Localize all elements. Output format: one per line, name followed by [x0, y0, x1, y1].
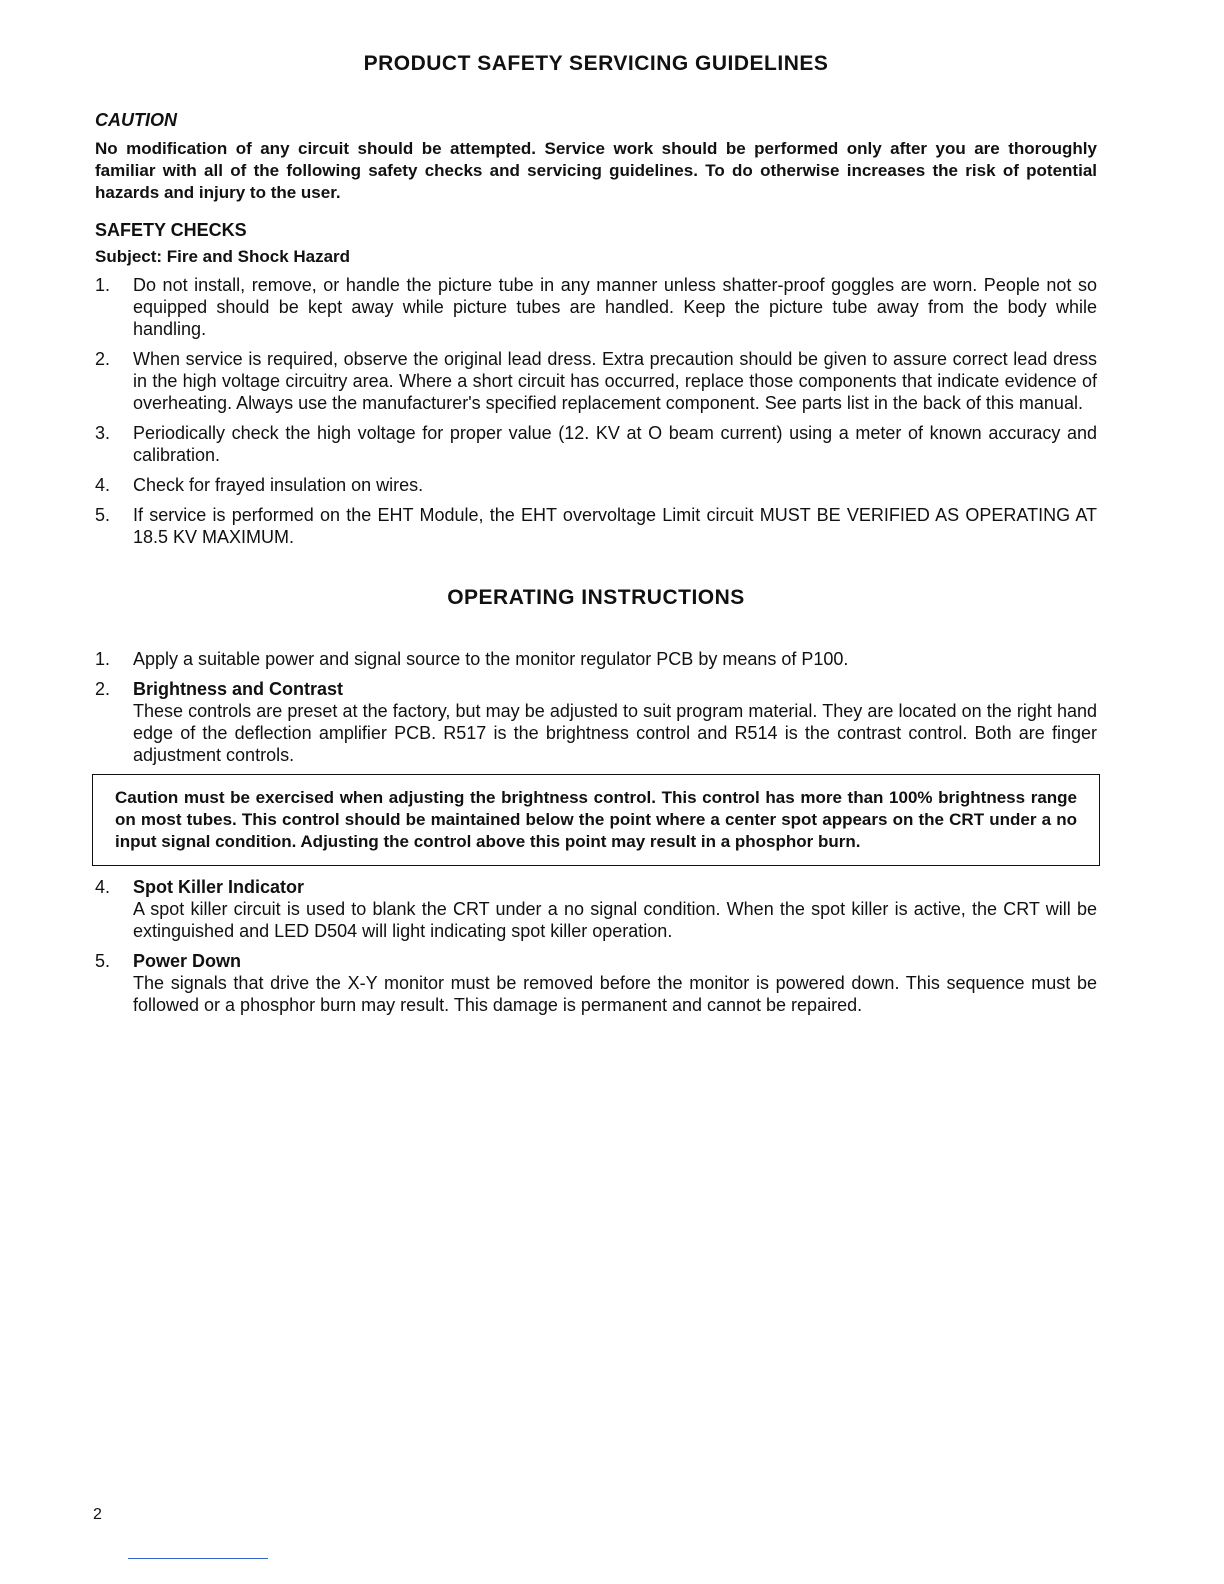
- operating-instructions-heading: OPERATING INSTRUCTIONS: [447, 586, 745, 609]
- safety-checks-list: [95, 274, 1097, 548]
- operating-list: [95, 648, 1097, 766]
- item-text: These controls are preset at the factory, but may be adjusted to suit program material. They are located on the right hand edge of the deflection amplifier PCB. R517 is the brightness control and R514 is the contrast control. Both are finger adjustment controls.: [133, 701, 1097, 765]
- item-text: Apply a suitable power and signal source to the monitor regulator PCB by means of P100.: [133, 649, 849, 669]
- item-text: The signals that drive the X-Y monitor must be removed before the monitor is powered down. This sequence must be followed or a phosphor burn may result. This damage is permanent and cannot be repaired.: [133, 973, 1097, 1015]
- item-number: 5.: [95, 951, 111, 971]
- footer-divider: [128, 1558, 268, 1559]
- item-text: When service is required, observe the original lead dress. Extra precaution should be given to assure correct lead dress in the high voltage circuitry area. Where a short circuit has occurred, replace those components that indicate evidence of overheating. Always use the manufacturer's specified replacement component. See parts list in the back of this manual.: [133, 349, 1097, 413]
- item-number: 4.: [95, 475, 111, 495]
- page-title: PRODUCT SAFETY SERVICING GUIDELINES: [363, 52, 829, 75]
- item-title: Spot Killer Indicator: [133, 877, 305, 897]
- item-text: Check for frayed insulation on wires.: [133, 475, 424, 495]
- caution-heading: CAUTION: [95, 110, 177, 130]
- item-text: If service is performed on the EHT Module, the EHT overvoltage Limit circuit MUST BE VERIFIED AS OPERATING AT 18.5 KV MAXIMUM.: [133, 505, 1097, 547]
- brightness-warning-box: Caution must be exercised when adjusting the brightness control. This control has more than 100% brightness range on most tubes. This control should be maintained below the point where a center spot appears on the CRT under a no input signal condition. Adjusting the control above this point may result in a phosphor burn.: [92, 774, 1100, 866]
- page-number: 2: [93, 1506, 102, 1523]
- list-item: [95, 950, 1097, 1016]
- item-number: 2.: [95, 679, 111, 699]
- safety-subject: Subject: Fire and Shock Hazard: [95, 247, 351, 266]
- item-title: Power Down: [133, 951, 242, 971]
- item-number: 5.: [95, 505, 111, 525]
- list-item: [95, 648, 1097, 670]
- item-number: 1.: [95, 275, 111, 295]
- safety-checks-heading: SAFETY CHECKS: [95, 220, 247, 240]
- item-number: 1.: [95, 649, 111, 669]
- list-item: [95, 422, 1097, 466]
- list-item: [95, 274, 1097, 340]
- item-title: Brightness and Contrast: [133, 679, 344, 699]
- operating-list-continued: [95, 876, 1097, 1016]
- item-text: Periodically check the high voltage for proper value (12. KV at O beam current) using a meter of known accuracy and calibration.: [133, 423, 1097, 465]
- item-number: 4.: [95, 877, 111, 897]
- page-content: [95, 50, 1097, 1024]
- item-text: A spot killer circuit is used to blank the CRT under a no signal condition. When the spot killer is active, the CRT will be extinguished and LED D504 will light indicating spot killer operation.: [133, 899, 1097, 941]
- list-item: [95, 348, 1097, 414]
- caution-text: No modification of any circuit should be attempted. Service work should be performed only after you are thoroughly familiar with all of the following safety checks and servicing guidelines. To do otherwise increases the risk of potential hazards and injury to the user.: [95, 139, 1097, 202]
- item-text: Do not install, remove, or handle the picture tube in any manner unless shatter-proof goggles are worn. People not so equipped should be kept away while picture tubes are handled. Keep the picture tube away from the body while handling.: [133, 275, 1097, 339]
- item-number: 3.: [95, 423, 111, 443]
- item-number: 2.: [95, 349, 111, 369]
- list-item: [95, 678, 1097, 766]
- list-item: [95, 504, 1097, 548]
- list-item: [95, 474, 1097, 496]
- list-item: [95, 876, 1097, 942]
